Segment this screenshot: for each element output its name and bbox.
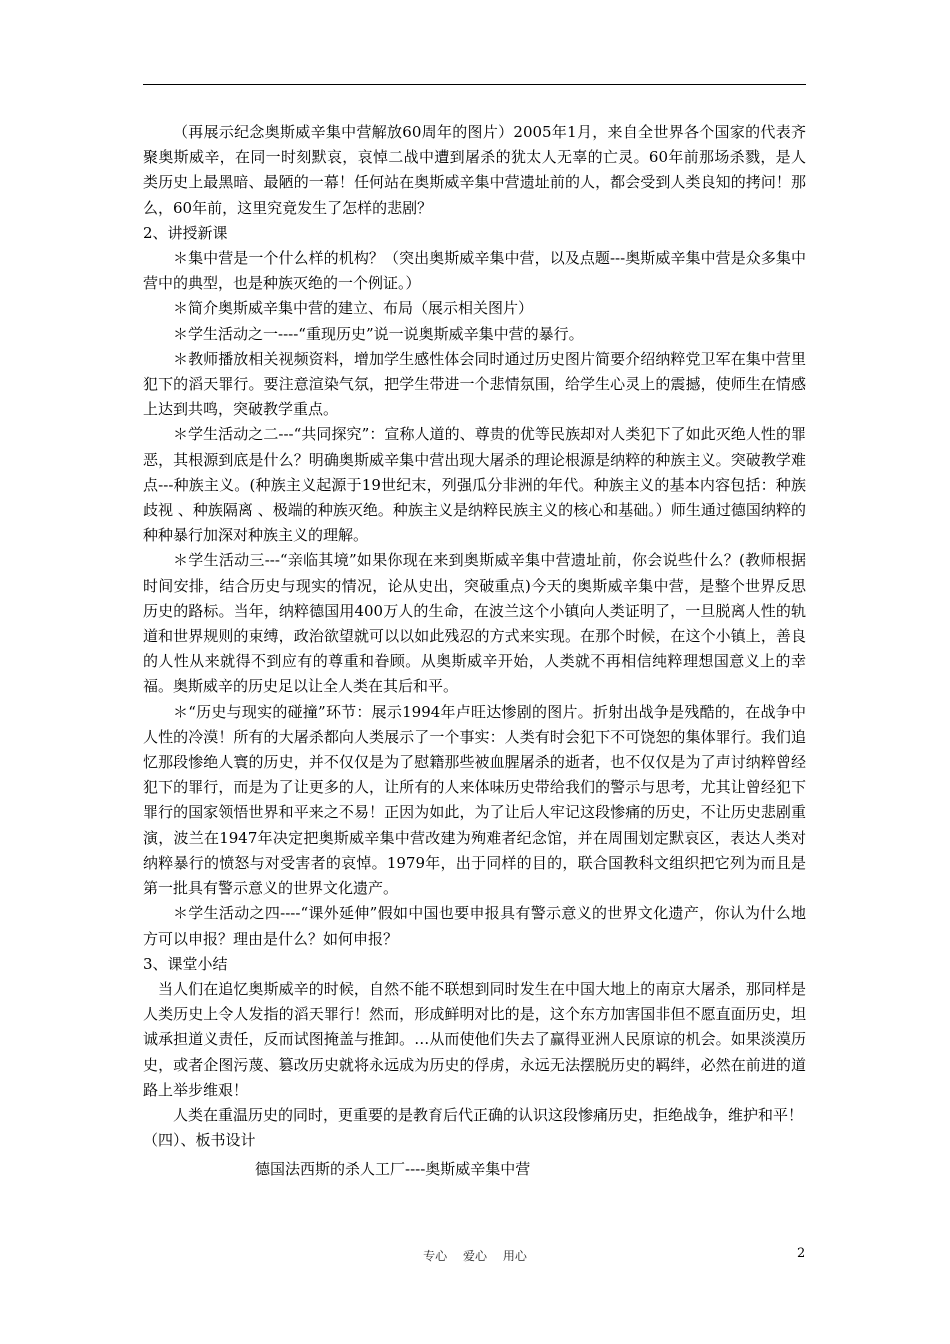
paragraph-camp-layout: ＊简介奥斯威辛集中营的建立、布局（展示相关图片） — [173, 299, 534, 318]
footer-item: 爱心 — [462, 1249, 487, 1263]
paragraph-conclusion: 人类在重温历史的同时，更重要的是教育后代正确的认识这段惨痛历史，拒绝战争，维护和平！ — [173, 1105, 804, 1124]
board-design-title: 德国法西斯的杀人工厂----奥斯威辛集中营 — [255, 1160, 531, 1179]
paragraph-activity-two: ＊学生活动之二---“共同探究”：宣称人道的、尊贵的优等民族却对人类犯下了如此灭绝人性的罪恶，其根源到底是什么？明确奥斯威辛集中营出现大屠杀的理论根源是纳粹的种族主义。突破教学难点---种族主义。(种族主义起源于19世纪末，列强瓜分非洲的年代。种族主义的基本内容包括：种族歧视 、种族隔离 、极端的种族灭绝。种族主义是纳粹民族主义的核心和基础。）师生通过德国纳粹的种种暴行加深对种族主义的理解。 — [143, 425, 806, 545]
paragraph-activity-three: ＊学生活动三---“亲临其境”如果你现在来到奥斯威辛集中营遗址前，你会说些什么？(教师根据时间安排，结合历史与现实的情况，论从史出，突破重点)今天的奥斯威辛集中营，是整个世界反思历史的路标。当年，纳粹德国用400万人的生命，在波兰这个小镇向人类证明了，一旦脱离人性的轨道和世界规则的束缚，政治欲望就可以以如此残忍的方式来实现。在那个时候，在这个小镇上，善良的人性从来就得不到应有的尊重和眷顾。从奥斯威辛开始，人类就不再相信纯粹理想国意义上的幸福。奥斯威辛的历史足以让全人类在其后和平。 — [143, 551, 806, 696]
paragraph-activity-four: ＊学生活动之四----“课外延伸”假如中国也要申报具有警示意义的世界文化遗产，你认为什么地方可以申报？理由是什么？如何申报？ — [143, 904, 806, 948]
section-heading-board-design: （四）、板书设计 — [143, 1131, 256, 1150]
paragraph-camp-definition: ＊集中营是一个什么样的机构？（突出奥斯威辛集中营，以及点题---奥斯威辛集中营是众多集中营中的典型，也是种族灭绝的一个例证。） — [143, 249, 806, 293]
paragraph-activity-one: ＊学生活动之一----“重现历史”说一说奥斯威辛集中营的暴行。 — [173, 324, 584, 343]
document-body — [143, 120, 806, 1183]
paragraph-intro: （再展示纪念奥斯威辛集中营解放60周年的图片）2005年1月，来自全世界各个国家的代表齐聚奥斯威辛，在同一时刻默哀，哀悼二战中遭到屠杀的犹太人无辜的亡灵。60年前那场杀戮，是人类历史上最黑暗、最陋的一幕！任何站在奥斯威辛集中营遗址前的人，都会受到人类良知的拷问！那么，60年前，这里究竟发生了怎样的悲剧？ — [143, 123, 806, 217]
paragraph-history-reality: ＊“历史与现实的碰撞”环节：展示1994年卢旺达惨剧的图片。折射出战争是残酷的，在战争中人性的冷漠！所有的大屠杀都向人类展示了一个事实：人类有时会犯下不可饶恕的集体罪行。我们追忆那段惨绝人寰的历史，并不仅仅是为了慰籍那些被血腥屠杀的逝者，也不仅仅是为了声讨纳粹曾经犯下的罪行，而是为了让更多的人，让所有的人来体味历史带给我们的警示与思考，尤其让曾经犯下罪行的国家领悟世界和平来之不易！正因为如此，为了让后人牢记这段惨痛的历史，不让历史悲剧重演，波兰在1947年决定把奥斯威辛集中营改建为殉难者纪念馆，并在周围划定默哀区，表达人类对纳粹暴行的愤怒与对受害者的哀悼。1979年，出于同样的目的，联合国教科文组织把它列为而且是第一批具有警示意义的世界文化遗产。 — [143, 702, 806, 898]
section-heading-summary: 3、课堂小结 — [143, 954, 228, 973]
footer-item: 用心 — [502, 1249, 527, 1263]
footer-item: 专心 — [423, 1249, 448, 1263]
page-footer — [0, 1247, 950, 1264]
paragraph-summary: 当人们在追忆奥斯威辛的时候，自然不能不联想到同时发生在中国大地上的南京大屠杀，那同样是人类历史上令人发指的滔天罪行！然而，形成鲜明对比的是，这个东方加害国非但不愿直面历史，坦诚承担道义责任，反而试图掩盖与推卸。…从而使他们失去了赢得亚洲人民原谅的机会。如果淡漠历史，或者企图污蔑、篡改历史就将永远成为历史的俘虏，永远无法摆脱历史的羁绊，必然在前进的道路上举步维艰！ — [143, 979, 806, 1099]
paragraph-teacher-video: ＊教师播放相关视频资料，增加学生感性体会同时通过历史图片简要介绍纳粹党卫军在集中营里犯下的滔天罪行。要注意渲染气氛，把学生带进一个悲情氛围，给学生心灵上的震撼，使师生在情感上达到共鸣，突破教学重点。 — [143, 349, 806, 419]
section-heading-new-lesson: 2、讲授新课 — [143, 223, 228, 242]
page-number: 2 — [797, 1246, 806, 1261]
header-rule — [143, 84, 806, 85]
